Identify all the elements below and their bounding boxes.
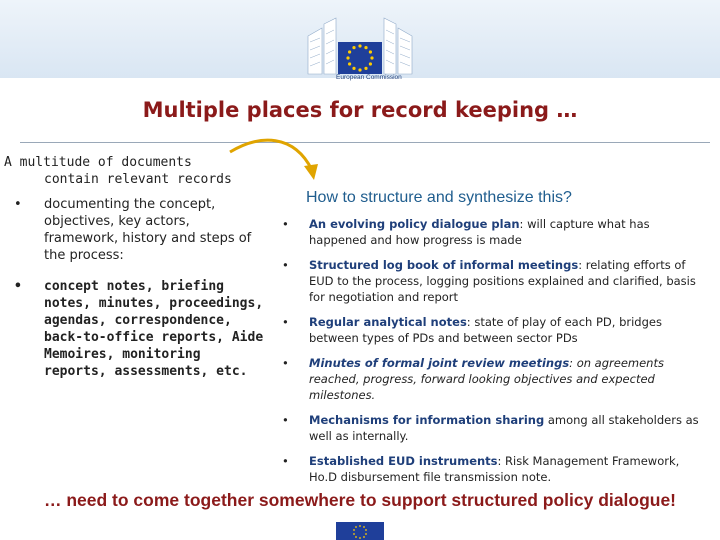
eu-flag-icon xyxy=(336,522,384,540)
item-lead: Minutes of formal joint review meetings xyxy=(309,356,570,370)
item-lead: Regular analytical notes xyxy=(309,315,467,329)
left-heading-line2: contain relevant records xyxy=(44,172,232,187)
bullet-icon: • xyxy=(282,413,289,427)
right-list-item xyxy=(282,216,702,248)
bullet-icon: • xyxy=(282,454,289,468)
curved-arrow-icon xyxy=(222,136,332,186)
item-lead: Mechanisms for information sharing xyxy=(309,413,545,427)
european-commission-logo xyxy=(300,6,420,98)
right-heading: How to structure and synthesize this? xyxy=(306,189,572,206)
bullet-icon: • xyxy=(14,279,22,294)
left-heading-line1: A multitude of documents xyxy=(4,155,192,170)
right-list-item xyxy=(282,412,702,444)
logo-text: European Commission xyxy=(336,74,402,81)
item-rest: among all stakeholders as well as internally. xyxy=(309,413,699,443)
item-rest: : state of play of each PD, bridges between types of PDs and between sector PDs xyxy=(309,315,662,345)
item-lead: Structured log book of informal meetings xyxy=(309,258,579,272)
item-rest: : relating efforts of EUD to the process, logging positions explained and clarified, basis for negotiation and report xyxy=(309,258,696,304)
right-list-item xyxy=(282,355,702,403)
left-bullet-list xyxy=(14,196,264,394)
item-lead: An evolving policy dialogue plan xyxy=(309,217,520,231)
bullet-icon: • xyxy=(282,315,289,329)
bullet-icon: • xyxy=(282,217,289,231)
bullet-icon: • xyxy=(282,356,289,370)
item-rest: : on agreements reached, progress, forward looking objectives and expected milestones. xyxy=(309,356,664,402)
title-divider xyxy=(20,142,710,143)
bottom-conclusion: … need to come together somewhere to support structured policy dialogue! xyxy=(43,490,677,510)
item-rest: : will capture what has happened and how progress is made xyxy=(309,217,650,247)
left-list-item xyxy=(14,196,264,264)
item-lead: Established EUD instruments xyxy=(309,454,498,468)
right-bullet-list xyxy=(282,216,702,494)
left-item-text: documenting the concept, objectives, key actors, framework, history and steps of the process: xyxy=(44,197,252,263)
slide-title: Multiple places for record keeping … xyxy=(142,98,578,122)
item-rest: : Risk Management Framework, Ho.D disbursement file transmission note. xyxy=(309,454,680,484)
right-list-item xyxy=(282,453,702,485)
right-list-item xyxy=(282,314,702,346)
left-item-text: concept notes, briefing notes, minutes, proceedings, agendas, correspondence, back-to-office reports, Aide Memoires, monitoring reports, assessments, etc. xyxy=(44,279,264,379)
right-list-item xyxy=(282,257,702,305)
bullet-icon: • xyxy=(282,258,289,272)
bullet-icon: • xyxy=(14,197,22,212)
left-list-item xyxy=(14,278,264,380)
left-heading xyxy=(4,154,244,188)
